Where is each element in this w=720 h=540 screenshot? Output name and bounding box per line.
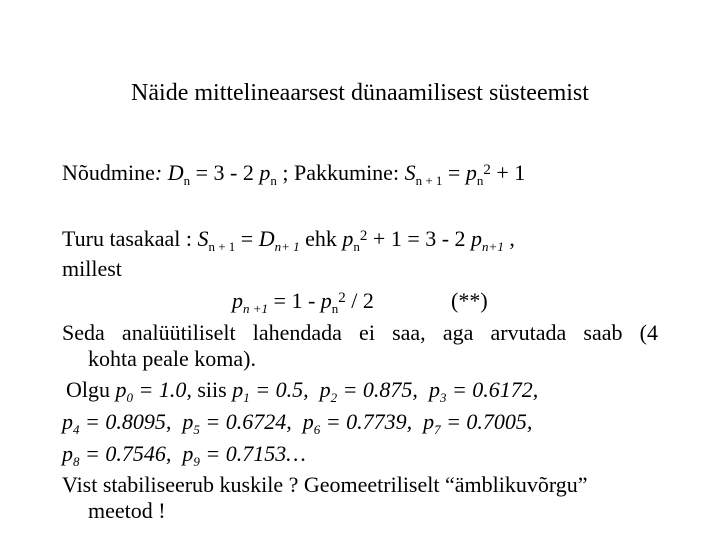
demand-label: Nõudmine bbox=[62, 160, 155, 185]
equilibrium-label: Turu tasakaal : bbox=[62, 226, 198, 251]
demand-supply-line: Nõudmine: $D_n = 3 - 2$ $p_n$ ; Pakkumine: $S_{n + 1} = p_n^2 + 1$ bbox=[62, 160, 526, 188]
conclusion-line-1: Vist stabiliseerub kuskile ? Geomeetriliselt “ämblikuvõrgu” bbox=[62, 472, 588, 497]
iterations-line-2: $p_4 = 0.8095$, $p_5 = 0.6724$, $p_6 = 0.7739$, $p_7 = 0.7005$, bbox=[62, 409, 533, 437]
recurrence-formula: $p_{n +1} = 1 - p_n^2 / 2$ bbox=[232, 288, 374, 316]
equilibrium-line: Turu tasakaal : $S_{n + 1} = D_{n+ 1}$ ehk $p_n^2 + 1 = 3 - 2$ $p_{n+1}$ , bbox=[62, 226, 515, 254]
millest-text: millest bbox=[62, 256, 122, 281]
paragraph-line-1: Seda analüütiliselt lahendada ei saa, aga arvutada saab (4 bbox=[62, 320, 658, 345]
supply-label: ; Pakkumine: bbox=[276, 160, 405, 185]
iterations-line-3: $p_8 = 0.7546$, $p_9$ = 0.7153… bbox=[62, 441, 306, 469]
supply-symbol: S bbox=[404, 160, 416, 185]
paragraph-line-2: kohta peale koma). bbox=[88, 346, 256, 371]
slide-title: Näide mittelineaarsest dünaamilisest süsteemist bbox=[131, 80, 589, 106]
conclusion-line-2: meetod ! bbox=[88, 498, 166, 523]
demand-symbol: D bbox=[167, 160, 184, 185]
iterations-line-1: Olgu $p_0 = 1.0$, siis $p_1 = 0.5$, $p_2 = 0.875$, $p_3 = 0.6172$, bbox=[66, 377, 539, 405]
formula-tag: (**) bbox=[451, 288, 488, 313]
